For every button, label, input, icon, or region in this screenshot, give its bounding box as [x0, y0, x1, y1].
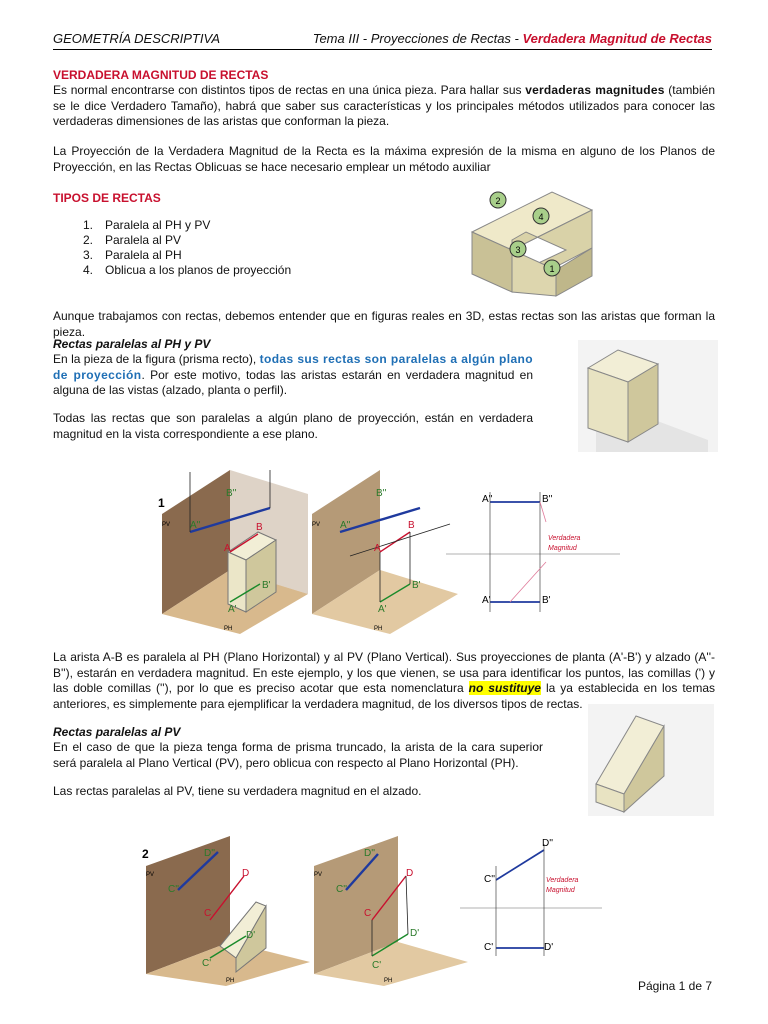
list-item [53, 248, 291, 263]
svg-text:PH: PH [374, 626, 383, 632]
topic-accent: Verdadera Magnitud de Rectas [522, 31, 712, 46]
svg-text:D'': D'' [204, 848, 216, 859]
svg-text:D: D [406, 868, 414, 879]
svg-text:Magnitud: Magnitud [548, 545, 577, 552]
section-title-verdadera-magnitud: VERDADERA MAGNITUD DE RECTAS [53, 68, 269, 82]
svg-text:B'': B'' [226, 488, 237, 499]
svg-text:A': A' [228, 604, 237, 615]
projection-paragraph: La Proyección de la Verdadera Magnitud de la Recta es la máxima expresión de la misma en alguno de los Planos de Proyección, en las Rectas Oblicuas se hace necesario emplear un método auxiliar [53, 144, 715, 174]
stepped-piece-figure [466, 180, 596, 300]
svg-text:D': D' [246, 930, 256, 941]
intro-text-b: (también se le dice Verdadero Tamaño), habrá que saber sus características y los principales métodos utilizados para conocer las verdaderas dimensiones de las aristas que conforman la pieza. [53, 83, 715, 128]
list-item [53, 233, 291, 248]
svg-text:C': C' [484, 942, 494, 953]
line-types-list [53, 218, 291, 278]
intro-bold: verdaderas magnitudes [525, 83, 665, 97]
svg-text:PH: PH [226, 978, 235, 984]
figure-2-projection [140, 836, 610, 986]
list-label: Paralela al PH [105, 248, 182, 262]
section-title-tipos: TIPOS DE RECTAS [53, 191, 161, 205]
svg-text:PV: PV [162, 522, 171, 528]
badge-icon [544, 260, 560, 276]
badge-icon [510, 241, 526, 257]
list-number: 1. [83, 218, 94, 232]
svg-text:C'': C'' [168, 884, 180, 895]
badge-icon [490, 192, 506, 208]
list-label: Paralela al PH y PV [105, 218, 211, 232]
svg-text:D: D [242, 868, 250, 879]
svg-text:D'': D'' [364, 848, 376, 859]
svg-text:C': C' [202, 958, 212, 969]
svg-text:A'': A'' [482, 494, 493, 505]
svg-text:PV: PV [146, 872, 155, 878]
svg-text:A'': A'' [190, 520, 201, 531]
document-subject: GEOMETRÍA DESCRIPTIVA [53, 31, 221, 46]
subtitle-paralelas-ph-pv: Rectas paralelas al PH y PV [53, 337, 211, 351]
header-rule [53, 49, 712, 50]
prism-figure [578, 340, 718, 452]
figure-1-projection [150, 462, 620, 634]
edge-text-a: La arista A-B es paralela al PH (Plano Horizontal) y al PV (Plano Vertical). Sus proyecciones de planta (A'-B') y alzado (A''-B''), estarán en verdadera magnitud. En este ejemplo, y los que vienen, se usa para identificar los puntos, las comillas (') y las doble comillas (''), por lo que es preciso acotar que esta nomenclatura [53, 650, 715, 695]
intro-text-a: Es normal encontrarse con distintos tipos de rectas en una única pieza. Para hallar sus [53, 83, 526, 97]
svg-text:B': B' [542, 595, 551, 606]
svg-text:2: 2 [495, 196, 501, 206]
list-number: 3. [83, 248, 94, 262]
svg-text:B: B [408, 520, 415, 531]
svg-text:A: A [374, 543, 381, 554]
edge-text-b: la ya establecida en los temas anteriores, es simplemente para ejemplificar la verdadera magnitud, de los diversos tipos de rectas. [53, 681, 716, 711]
svg-text:Verdadera: Verdadera [548, 535, 581, 542]
truncated-prism-figure [588, 704, 714, 816]
svg-text:1: 1 [158, 496, 165, 510]
list-item [53, 263, 291, 278]
svg-text:4: 4 [538, 212, 544, 222]
pv-true-length-paragraph: Las rectas paralelas al PV, tiene su verdadera magnitud en el alzado. [53, 784, 422, 798]
note-paragraph: Aunque trabajamos con rectas, debemos entender que en figuras reales en 3D, estas rectas son las aristas que forman la pieza. [53, 309, 715, 339]
svg-text:1: 1 [549, 264, 555, 274]
svg-text:3: 3 [515, 245, 521, 255]
list-number: 4. [83, 263, 94, 277]
subtitle-paralelas-pv: Rectas paralelas al PV [53, 725, 181, 739]
svg-text:D'': D'' [542, 838, 554, 849]
document-topic [313, 31, 712, 46]
svg-text:D': D' [410, 928, 420, 939]
svg-text:A'': A'' [340, 520, 351, 531]
edge-highlight: no sustituye [468, 681, 541, 695]
badge-icon [533, 208, 549, 224]
prism-paragraph [53, 352, 533, 399]
parallel-paragraph: Todas las rectas que son paralelas a algún plano de proyección, están en verdadera magnitud en la vista correspondiente a ese plano. [53, 411, 533, 441]
svg-text:B'': B'' [376, 488, 387, 499]
svg-text:B'': B'' [542, 494, 553, 505]
prism-text-a: En la pieza de la figura (prisma recto), [53, 352, 260, 366]
page-number: Página 1 de 7 [637, 979, 712, 993]
svg-text:Verdadera: Verdadera [546, 877, 579, 884]
prism-text-b: . Por este motivo, todas las aristas estarán en verdadera magnitud en alguna de las vistas (alzado, planta o perfil). [53, 367, 533, 397]
edge-ab-paragraph [53, 650, 715, 712]
svg-text:PV: PV [314, 872, 323, 878]
svg-text:2: 2 [142, 847, 149, 861]
svg-text:B: B [256, 522, 263, 533]
list-label: Paralela al PV [105, 233, 182, 247]
svg-text:C: C [204, 908, 212, 919]
svg-text:A: A [224, 543, 231, 554]
intro-paragraph [53, 83, 715, 130]
truncated-paragraph: En el caso de que la pieza tenga forma de prisma truncado, la arista de la cara superior será paralela al Plano Vertical (PV), pero oblicua con respecto al Plano Horizontal (PH). [53, 740, 543, 770]
svg-text:C'': C'' [484, 874, 496, 885]
list-label: Oblicua a los planos de proyección [105, 263, 292, 277]
svg-text:PH: PH [224, 626, 233, 632]
svg-text:D': D' [544, 942, 554, 953]
svg-text:C: C [364, 908, 372, 919]
svg-text:A': A' [378, 604, 387, 615]
svg-text:B': B' [412, 580, 421, 591]
list-item [53, 218, 291, 233]
svg-text:B': B' [262, 580, 271, 591]
topic-prefix: Tema III - Proyecciones de Rectas - [312, 31, 523, 46]
svg-text:PH: PH [384, 978, 393, 984]
svg-text:C': C' [372, 960, 382, 971]
prism-blue: todas sus rectas son paralelas a algún plano de proyección [53, 352, 533, 382]
svg-text:A': A' [482, 595, 491, 606]
svg-text:PV: PV [312, 522, 321, 528]
list-number: 2. [83, 233, 94, 247]
svg-text:C'': C'' [336, 884, 348, 895]
svg-text:Magnitud: Magnitud [546, 887, 575, 894]
